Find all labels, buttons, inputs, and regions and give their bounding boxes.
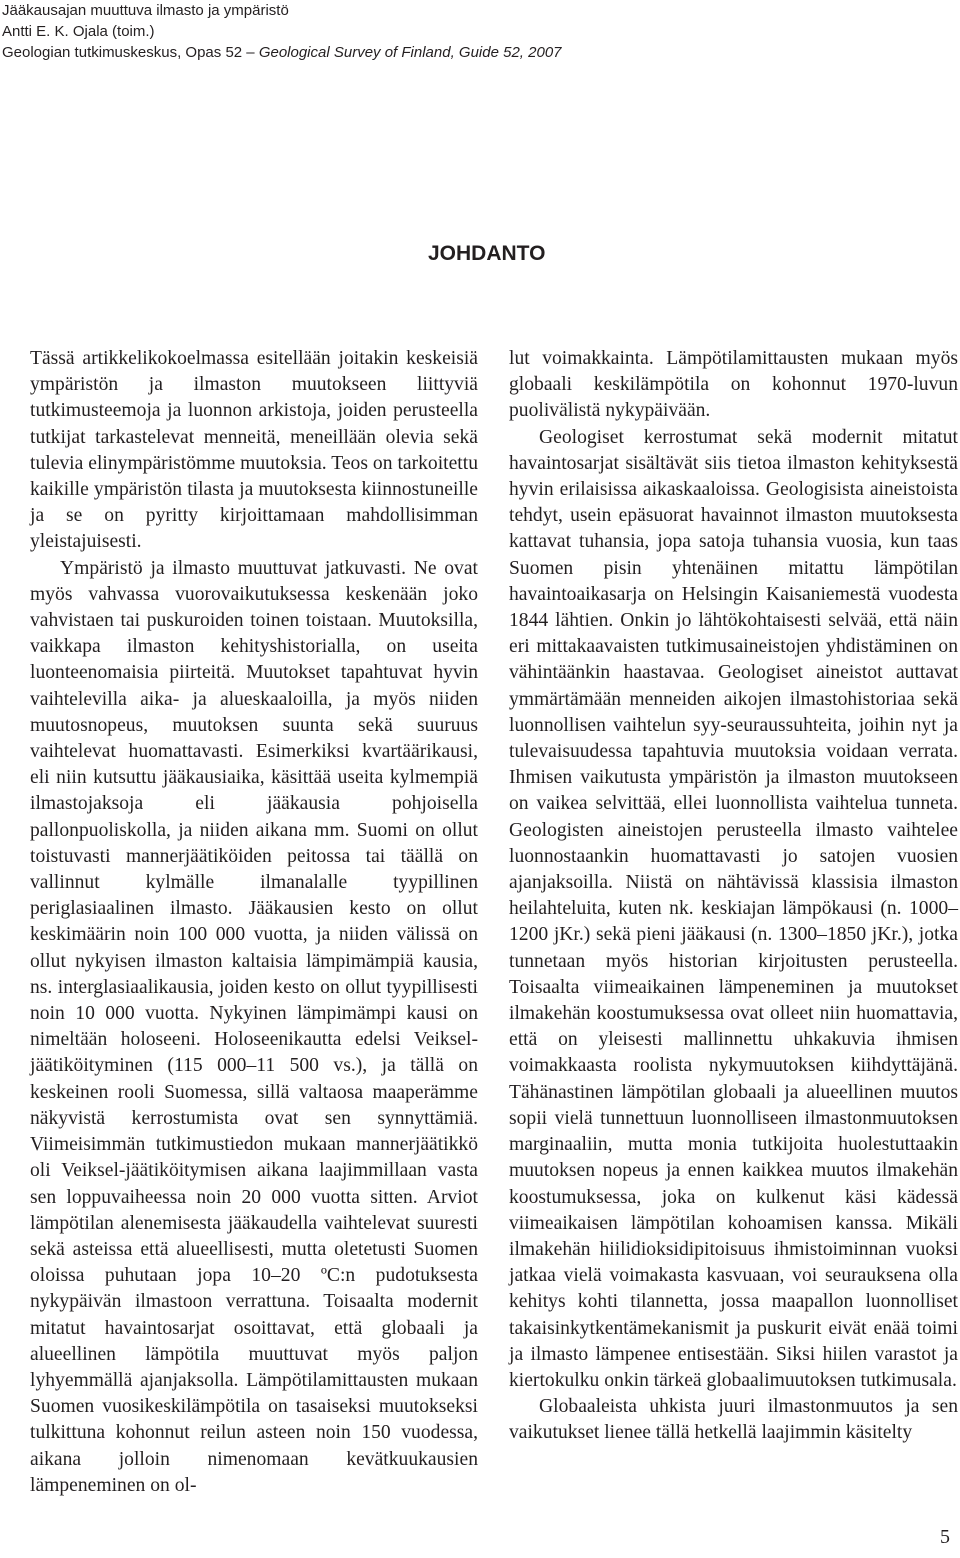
right-paragraph-2: Geologiset kerrostumat sekä modernit mitatut havaintosarjat sisältävät siis tietoa ilmaston kehityksestä hyvin erilaisissa aikaskaaloissa. Geologisista aineistoista tehdyt, usein epäsuorat havainnot ilmaston muutoksesta kattavat tuhansia, jopa satoja tuhansia vuosia, kun taas Suomen pisin yhtenäinen mitattu lämpötilan havaintoaikasarja on Helsingin Kaisaniemestä vuodesta 1844 lähtien. Onkin jo lähtökohtaisesti selvää, että näin eri mittakaavaisten tutkimusaineistojen yhdistäminen on vähintäänkin haastavaa. Geologiset aineistot auttavat ymmärtämään menneiden aikojen ilmastohistoriaa sekä luonnollisen vaihtelun syy-seuraussuhteita, joihin nyt ja tulevaisuudessa tapahtuvia muutoksia voidaan verrata. Ihmisen vaikutusta ympäristön ja ilmaston muutokseen on vaikea selvittää, ellei luonnollista vaihtelua tunneta. Geologisten aineistojen perusteella ilmasto vaihtelee luonnostaankin huomattavasti jo satojen vuosien ajanjaksoilla. Niistä on nähtävissä klassisia ilmaston heilahteluita, kuten nk. keskiajan lämpökausi (n. 1000–1200 jKr.) sekä pieni jääkausi (n. 1300–1850 jKr.), jotka tunnetaan myös historian kirjoitusten perusteella. Toisaalta viimeaikainen lämpeneminen ja muutokset ilmakehän koostumuksessa ovat olleet niin huomattavia, että on yleisesti mallinnettu uhkakuvia ihmisen voimakkaasta roolista nykymuutoksen kiihdyttäjänä. Tähänastinen lämpötilan globaali ja alueellinen muutos sopii vielä tunnettuun luonnolliseen ilmastonmuutoksen marginaaliin, mutta monia tutkijoita huolestuttaakin muutoksen nopeus ja ennen kaikkea muutos ilmakehän koostumuksessa, joka on kulkenut käsi kädessä viimeaikaisen lämpötilan kohoamisen kanssa. Mikäli ilmakehän hiilidioksidipitoisuus ihmistoiminnan vuoksi jatkaa vielä voimakasta kasvuaan, voi seurauksena olla kehitys kohti tilannetta, jossa maapallon luonnolliset takaisinkytkentämekanismit ja puskurit eivät enää toimi ja ilmasto lämpenee entisestään. Siksi hiilen varastot ja kiertokulku onkin tärkeä globaalimuutoksen tutkimusala.: [509, 426, 958, 1391]
header-book-title: Jääkausajan muuttuva ilmasto ja ympäristö: [2, 2, 289, 19]
left-column: [30, 346, 478, 1499]
header-editor: Antti E. K. Ojala (toim.): [2, 23, 155, 40]
header-series-fi: Geologian tutkimuskeskus, Opas 52 –: [2, 44, 259, 61]
header-series: [2, 42, 562, 63]
left-paragraph-2: Ympäristö ja ilmasto muuttuvat jatkuvasti. Ne ovat myös vahvassa vuorovaikutuksessa keskenään joko vahvistaen tai puskuroiden toinen toistaan. Muutoksilla, vaikkapa ilmaston kehityshistorialla, on useita luonteenomaisia piirteitä. Muutokset tapahtuvat hyvin vaihtelevilla aika- ja alueskaaloilla, ja myös niiden muutosnopeus, muutoksen suunta sekä suuruus vaihtelevat huomattavasti. Esimerkiksi kvartäärikausi, eli niin kutsuttu jääkausiaika, käsittää useita kylmempiä ilmastojaksoja eli jääkausia pohjoisella pallonpuoliskolla, ja niiden aikana mm. Suomi on ollut toistuvasti mannerjäätiköiden peitossa tai täällä on vallinnut kylmälle ilmanalalle tyypillinen periglasiaalinen ilmasto. Jääkausien kesto on ollut keskimäärin noin 100 000 vuotta, ja niiden välissä on ollut nykyisen ilmaston kaltaisia lämpimämpiä kausia, ns. interglasiaalikausia, joiden kesto on ollut tyypillisesti noin 10 000 vuotta. Nykyinen lämpimämpi kausi on nimeltään holoseeni. Holoseenikautta edelsi Veiksel-jäätiköityminen (115 000–11 500 vs.), ja tällä on keskeinen rooli Suomessa, sillä valtaosa maaperämme näkyvistä kerrostumista ovat sen synnyttämiä. Viimeisimmän tutkimustiedon mukaan mannerjäätikkö oli Veiksel-jäätiköitymisen aikana laajimmillaan vasta sen loppuvaiheessa noin 20 000 vuotta sitten. Arviot lämpötilan alenemisesta jääkaudella vaihtelevat suuresti sekä asteissa että alueellisesti, mutta oletetusti Suomen oloissa puhutaan jopa 10–20 ºC:n pudotuksesta nykypäivän ilmastoon verrattuna. Toisaalta modernit mitatut havaintosarjat osoittavat, että globaali ja alueellinen lämpötila muuttuvat myös paljon lyhyemmällä ajanjaksolla. Lämpötilamittausten mukaan Suomen vuosikeskilämpötila on tasaiseksi muutokseksi tulkittuna kohonnut reilun asteen noin 150 vuodessa, aikana jolloin nimenomaan kevätkuukausien lämpeneminen on ol-: [30, 557, 478, 1496]
left-paragraph-1: Tässä artikkelikokoelmassa esitellään joitakin keskeisiä ympäristön ja ilmaston muutokseen liittyviä tutkimusteemoja ja luonnon arkistoja, joiden perusteella tutkijat tarkastelevat menneitä, meneillään olevia sekä tulevia elinympäristömme muutoksia. Teos on tarkoitettu kaikille ympäristön tilasta ja muutoksesta kiinnostuneille ja se on pyritty kirjoittamaan mahdollisimman yleistajuisesti.: [30, 348, 478, 553]
right-paragraph-1: lut voimakkainta. Lämpötilamittausten mukaan myös globaali keskilämpötila on kohonnut 1970-luvun puolivälistä nykypäivään.: [509, 348, 958, 422]
page-number: 5: [940, 1526, 950, 1548]
right-column: [509, 346, 958, 1447]
header-series-en: Geological Survey of Finland, Guide 52, 2007: [258, 44, 562, 61]
running-header: [2, 0, 562, 63]
page-title: JOHDANTO: [428, 242, 546, 265]
right-paragraph-3: Globaaleista uhkista juuri ilmastonmuutos ja sen vaikutukset lienee tällä hetkellä laajimmin käsitelty: [509, 1396, 958, 1444]
